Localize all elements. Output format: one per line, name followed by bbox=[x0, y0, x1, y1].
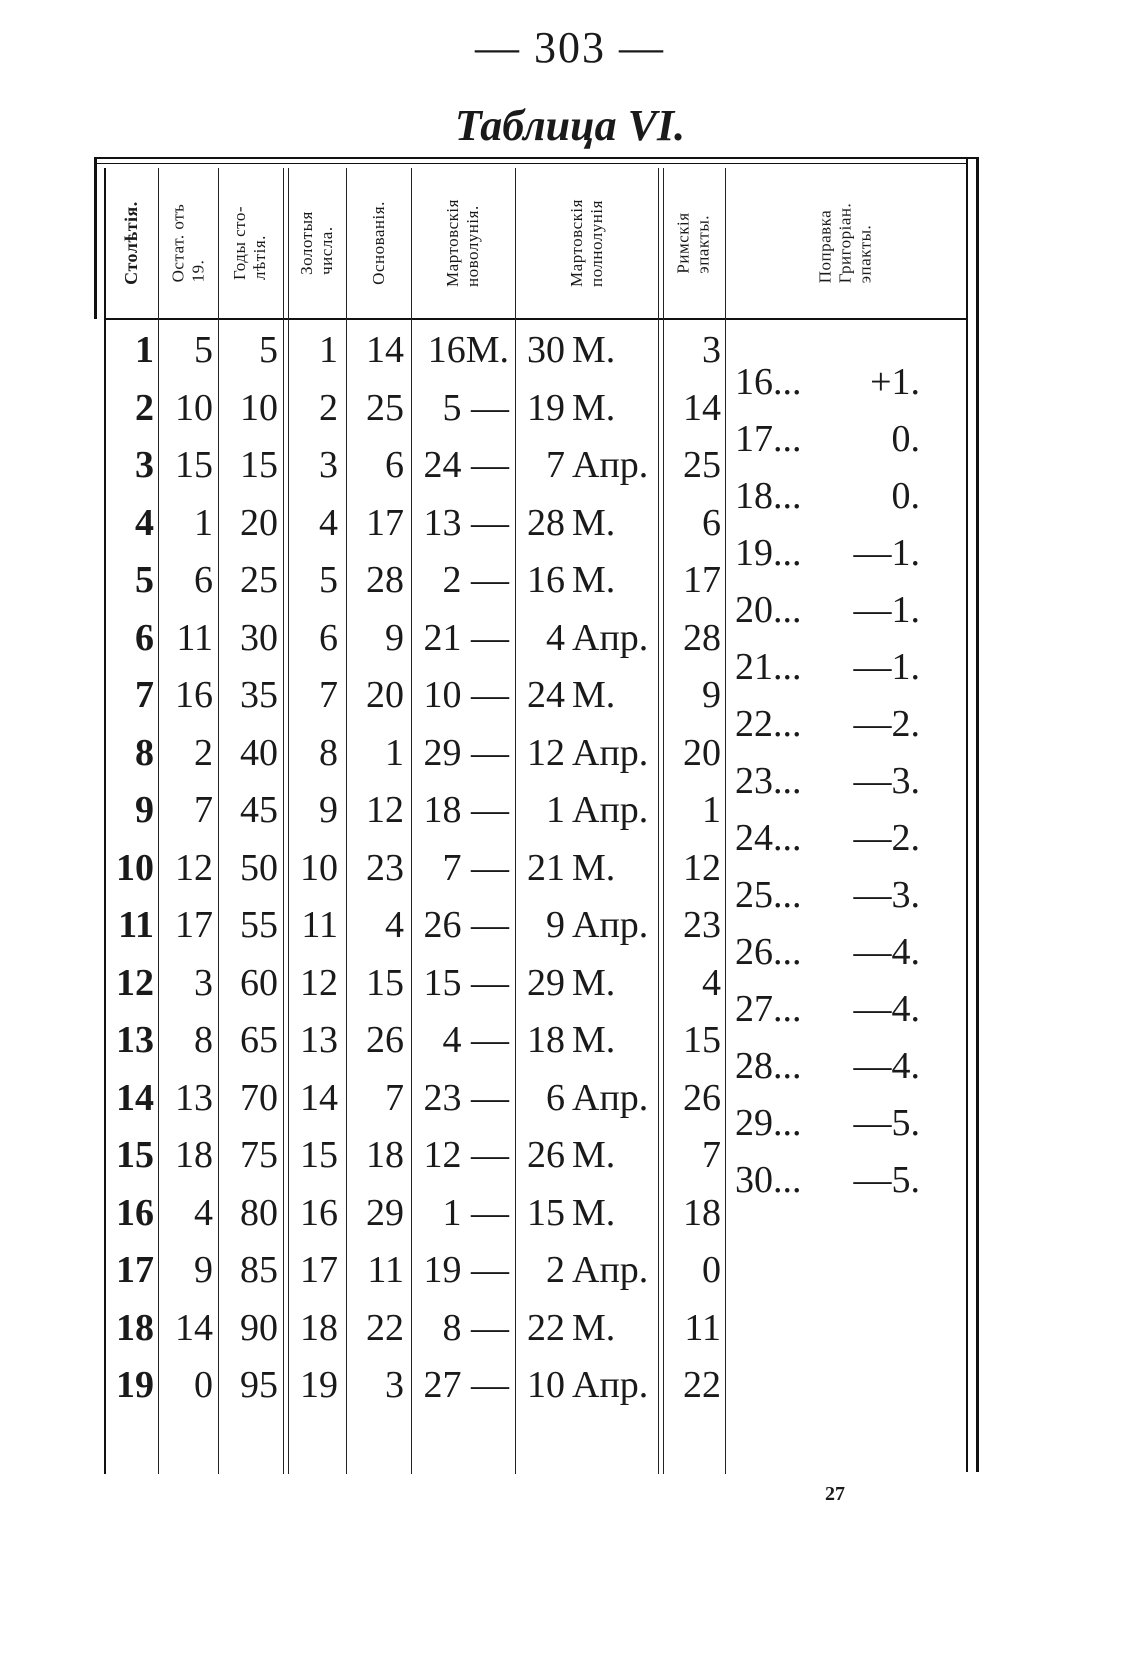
golden-number-cell: 2 bbox=[319, 386, 338, 429]
remainder-cell: 3 bbox=[194, 961, 213, 1004]
correction-item bbox=[735, 580, 920, 640]
full-moon-day-cell: 24 bbox=[527, 674, 565, 716]
century-year-cell: 15 bbox=[240, 444, 278, 486]
golden-number-cell: 4 bbox=[319, 501, 338, 544]
century-year-cell: 50 bbox=[240, 846, 278, 889]
century-cell: 6 bbox=[135, 616, 154, 659]
full-moon-day-cell: 12 bbox=[527, 731, 565, 774]
page-number: — 303 — bbox=[475, 23, 665, 72]
remainder-cell: 15 bbox=[175, 444, 213, 486]
full-moon-day-cell: 30 bbox=[527, 329, 565, 371]
table-row bbox=[0, 1355, 966, 1415]
full-moon-month-cell: Апр. bbox=[572, 1249, 649, 1291]
table-title: Таблица VI. bbox=[454, 101, 686, 150]
century-cell: 11 bbox=[118, 904, 154, 946]
new-moon-cell: 23 — bbox=[423, 1076, 509, 1119]
full-moon-month-cell: Апр. bbox=[572, 731, 649, 774]
base-cell: 29 bbox=[366, 1191, 404, 1234]
full-moon-month-cell: М. bbox=[572, 329, 616, 371]
full-moon-month-cell: М. bbox=[572, 1306, 616, 1349]
century-year-cell: 5 bbox=[259, 329, 278, 371]
epact-cell: 9 bbox=[702, 674, 721, 716]
correction-value: —1. bbox=[853, 589, 920, 631]
full-moon-day-cell: 28 bbox=[527, 501, 565, 544]
full-moon-month-cell: Апр. bbox=[572, 789, 649, 831]
remainder-cell: 4 bbox=[194, 1191, 213, 1234]
full-moon-day-cell: 9 bbox=[546, 904, 565, 946]
century-year-cell: 40 bbox=[240, 731, 278, 774]
header-remainder-label: Остат. отъ 19. bbox=[168, 203, 207, 283]
header-golden-numbers bbox=[288, 168, 346, 318]
full-moon-month-cell: М. bbox=[572, 1134, 616, 1176]
correction-value: —5. bbox=[853, 1102, 920, 1144]
century-year-cell: 30 bbox=[240, 616, 278, 659]
correction-century: 21... bbox=[735, 646, 802, 688]
correction-century: 30... bbox=[735, 1159, 802, 1201]
full-moon-day-cell: 26 bbox=[527, 1134, 565, 1176]
century-year-cell: 55 bbox=[240, 904, 278, 946]
header-century-years-label: Годы сто- лѣтія. bbox=[230, 205, 270, 281]
epact-cell: 26 bbox=[683, 1076, 721, 1119]
base-cell: 3 bbox=[385, 1364, 404, 1406]
century-year-cell: 85 bbox=[240, 1249, 278, 1291]
full-moon-day-cell: 22 bbox=[527, 1306, 565, 1349]
epact-cell: 17 bbox=[683, 559, 721, 601]
century-cell: 19 bbox=[116, 1364, 154, 1406]
base-cell: 12 bbox=[366, 789, 404, 831]
century-cell: 14 bbox=[116, 1076, 154, 1119]
new-moon-cell: 24 — bbox=[423, 444, 509, 486]
correction-value: 0. bbox=[891, 418, 920, 460]
golden-number-cell: 8 bbox=[319, 731, 338, 774]
epact-cell: 22 bbox=[683, 1364, 721, 1406]
full-moon-month-cell: Апр. bbox=[572, 444, 649, 486]
correction-value: —2. bbox=[853, 817, 920, 859]
correction-item bbox=[735, 979, 920, 1039]
century-year-cell: 80 bbox=[240, 1191, 278, 1234]
base-cell: 26 bbox=[366, 1019, 404, 1061]
correction-item bbox=[735, 1150, 920, 1210]
new-moon-cell: 10 — bbox=[423, 674, 509, 716]
new-moon-cell: 27 — bbox=[423, 1364, 509, 1406]
epact-cell: 12 bbox=[683, 846, 721, 889]
new-moon-cell: 5 — bbox=[442, 386, 509, 429]
remainder-cell: 16 bbox=[175, 674, 213, 716]
correction-value: —5. bbox=[853, 1159, 920, 1201]
century-year-cell: 90 bbox=[240, 1306, 278, 1349]
remainder-cell: 1 bbox=[194, 501, 213, 544]
table-row bbox=[0, 1298, 966, 1358]
table-frame-top bbox=[94, 157, 978, 159]
new-moon-cell: 26 — bbox=[423, 904, 509, 946]
century-year-cell: 60 bbox=[240, 961, 278, 1004]
header-march-full-moons bbox=[515, 168, 658, 318]
full-moon-day-cell: 29 bbox=[527, 961, 565, 1004]
table-frame-right-outer bbox=[976, 157, 979, 1472]
century-cell: 7 bbox=[135, 674, 154, 716]
table-frame-left bbox=[94, 157, 97, 319]
epact-cell: 28 bbox=[683, 616, 721, 659]
century-year-cell: 35 bbox=[240, 674, 278, 716]
correction-century: 25... bbox=[735, 874, 802, 916]
base-cell: 25 bbox=[366, 386, 404, 429]
remainder-cell: 17 bbox=[175, 904, 213, 946]
golden-number-cell: 17 bbox=[300, 1249, 338, 1291]
correction-item bbox=[735, 751, 920, 811]
header-roman-epacts bbox=[663, 168, 725, 318]
full-moon-day-cell: 21 bbox=[527, 846, 565, 889]
full-moon-month-cell: М. bbox=[572, 674, 616, 716]
remainder-cell: 14 bbox=[175, 1306, 213, 1349]
new-moon-cell: 13 — bbox=[423, 501, 509, 544]
base-cell: 18 bbox=[366, 1134, 404, 1176]
golden-number-cell: 1 bbox=[319, 329, 338, 371]
golden-number-cell: 10 bbox=[300, 846, 338, 889]
century-cell: 16 bbox=[116, 1191, 154, 1234]
century-year-cell: 45 bbox=[240, 789, 278, 831]
century-year-cell: 65 bbox=[240, 1019, 278, 1061]
new-moon-cell: 21 — bbox=[423, 616, 509, 659]
correction-value: +1. bbox=[870, 361, 920, 403]
table-frame-top-inner bbox=[94, 163, 966, 164]
remainder-cell: 6 bbox=[194, 559, 213, 601]
century-year-cell: 20 bbox=[240, 501, 278, 544]
correction-item bbox=[735, 637, 920, 697]
new-moon-cell: 8 — bbox=[442, 1306, 509, 1349]
epact-cell: 0 bbox=[702, 1249, 721, 1291]
header-bases bbox=[346, 168, 411, 318]
new-moon-cell: 12 — bbox=[423, 1134, 509, 1176]
century-cell: 17 bbox=[116, 1249, 154, 1291]
correction-value: —3. bbox=[853, 874, 920, 916]
full-moon-day-cell: 19 bbox=[527, 386, 565, 429]
century-cell: 9 bbox=[135, 789, 154, 831]
golden-number-cell: 12 bbox=[300, 961, 338, 1004]
remainder-cell: 9 bbox=[194, 1249, 213, 1291]
correction-value: —4. bbox=[853, 988, 920, 1030]
full-moon-month-cell: М. bbox=[572, 386, 616, 429]
base-cell: 15 bbox=[366, 961, 404, 1004]
full-moon-day-cell: 4 bbox=[546, 616, 565, 659]
golden-number-cell: 14 bbox=[300, 1076, 338, 1119]
full-moon-month-cell: М. bbox=[572, 559, 616, 601]
epact-cell: 25 bbox=[683, 444, 721, 486]
full-moon-day-cell: 18 bbox=[527, 1019, 565, 1061]
remainder-cell: 0 bbox=[194, 1364, 213, 1406]
full-moon-month-cell: М. bbox=[572, 961, 616, 1004]
full-moon-day-cell: 15 bbox=[527, 1191, 565, 1234]
golden-number-cell: 5 bbox=[319, 559, 338, 601]
full-moon-month-cell: М. bbox=[572, 846, 616, 889]
century-cell: 12 bbox=[116, 961, 154, 1004]
century-year-cell: 10 bbox=[240, 386, 278, 429]
epact-cell: 3 bbox=[702, 329, 721, 371]
header-roman-epacts-label: Римскія эпакты. bbox=[673, 212, 713, 274]
epact-cell: 18 bbox=[683, 1191, 721, 1234]
new-moon-cell: 15 — bbox=[423, 961, 509, 1004]
base-cell: 1 bbox=[385, 731, 404, 774]
base-cell: 6 bbox=[385, 444, 404, 486]
epact-cell: 20 bbox=[683, 731, 721, 774]
full-moon-month-cell: Апр. bbox=[572, 1076, 649, 1119]
correction-century: 19... bbox=[735, 532, 802, 574]
golden-number-cell: 7 bbox=[319, 674, 338, 716]
epact-cell: 6 bbox=[702, 501, 721, 544]
full-moon-day-cell: 16 bbox=[527, 559, 565, 601]
new-moon-cell: 7 — bbox=[442, 846, 509, 889]
correction-item bbox=[735, 409, 920, 469]
full-moon-day-cell: 1 bbox=[546, 789, 565, 831]
correction-item bbox=[735, 523, 920, 583]
correction-item bbox=[735, 1036, 920, 1096]
golden-number-cell: 19 bbox=[300, 1364, 338, 1406]
epact-cell: 4 bbox=[702, 961, 721, 1004]
header-gregorian-correction-label: Поправка Григоріан. эпакты. bbox=[815, 202, 875, 284]
new-moon-cell: 18 — bbox=[423, 789, 509, 831]
century-cell: 10 bbox=[116, 846, 154, 889]
correction-century: 28... bbox=[735, 1045, 802, 1087]
correction-item bbox=[735, 352, 920, 412]
remainder-cell: 7 bbox=[194, 789, 213, 831]
century-cell: 13 bbox=[116, 1019, 154, 1061]
correction-value: —4. bbox=[853, 1045, 920, 1087]
base-cell: 7 bbox=[385, 1076, 404, 1119]
new-moon-cell: 4 — bbox=[442, 1019, 509, 1061]
century-cell: 15 bbox=[116, 1134, 154, 1176]
correction-value: —3. bbox=[853, 760, 920, 802]
correction-value: 0. bbox=[891, 475, 920, 517]
remainder-cell: 5 bbox=[194, 329, 213, 371]
century-year-cell: 70 bbox=[240, 1076, 278, 1119]
correction-century: 23... bbox=[735, 760, 802, 802]
full-moon-day-cell: 7 bbox=[546, 444, 565, 486]
correction-item bbox=[735, 694, 920, 754]
base-cell: 14 bbox=[366, 329, 404, 371]
remainder-cell: 2 bbox=[194, 731, 213, 774]
header-bases-label: Основанія. bbox=[368, 201, 388, 285]
correction-value: —1. bbox=[853, 532, 920, 574]
remainder-cell: 13 bbox=[175, 1076, 213, 1119]
header-century-years bbox=[218, 168, 283, 318]
golden-number-cell: 13 bbox=[300, 1019, 338, 1061]
base-cell: 11 bbox=[367, 1249, 404, 1291]
epact-cell: 23 bbox=[683, 904, 721, 946]
century-cell: 3 bbox=[135, 444, 154, 486]
correction-value: —2. bbox=[853, 703, 920, 745]
base-cell: 17 bbox=[366, 501, 404, 544]
full-moon-day-cell: 6 bbox=[546, 1076, 565, 1119]
epact-cell: 15 bbox=[683, 1019, 721, 1061]
remainder-cell: 11 bbox=[176, 616, 213, 659]
new-moon-cell: 1 — bbox=[442, 1191, 509, 1234]
correction-century: 16... bbox=[735, 361, 802, 403]
golden-number-cell: 18 bbox=[300, 1306, 338, 1349]
new-moon-cell: 2 — bbox=[442, 559, 509, 601]
epact-cell: 1 bbox=[702, 789, 721, 831]
correction-item bbox=[735, 1093, 920, 1153]
base-cell: 4 bbox=[385, 904, 404, 946]
century-year-cell: 95 bbox=[240, 1364, 278, 1406]
golden-number-cell: 15 bbox=[300, 1134, 338, 1176]
remainder-cell: 12 bbox=[175, 846, 213, 889]
correction-item bbox=[735, 808, 920, 868]
base-cell: 20 bbox=[366, 674, 404, 716]
remainder-cell: 10 bbox=[175, 386, 213, 429]
table-row bbox=[0, 1240, 966, 1300]
full-moon-day-cell: 2 bbox=[546, 1249, 565, 1291]
new-moon-cell: 16М. bbox=[427, 329, 509, 371]
century-year-cell: 75 bbox=[240, 1134, 278, 1176]
epact-cell: 7 bbox=[702, 1134, 721, 1176]
header-march-full-moons-label: Мартовскія полнолунія bbox=[566, 199, 606, 287]
full-moon-month-cell: Апр. bbox=[572, 1364, 649, 1406]
new-moon-cell: 29 — bbox=[423, 731, 509, 774]
correction-century: 24... bbox=[735, 817, 802, 859]
full-moon-month-cell: Апр. bbox=[572, 616, 649, 659]
header-centuries bbox=[104, 168, 158, 318]
new-moon-cell: 19 — bbox=[423, 1249, 509, 1291]
base-cell: 28 bbox=[366, 559, 404, 601]
correction-value: —4. bbox=[853, 931, 920, 973]
correction-century: 26... bbox=[735, 931, 802, 973]
remainder-cell: 8 bbox=[194, 1019, 213, 1061]
golden-number-cell: 9 bbox=[319, 789, 338, 831]
full-moon-month-cell: М. bbox=[572, 1191, 616, 1234]
header-march-new-moons-label: Мартовскія новолунія. bbox=[442, 199, 482, 287]
base-cell: 23 bbox=[366, 846, 404, 889]
correction-item bbox=[735, 466, 920, 526]
century-cell: 4 bbox=[135, 501, 154, 544]
century-cell: 18 bbox=[116, 1306, 154, 1349]
full-moon-month-cell: М. bbox=[572, 1019, 616, 1061]
century-cell: 5 bbox=[135, 559, 154, 601]
century-year-cell: 25 bbox=[240, 559, 278, 601]
full-moon-day-cell: 10 bbox=[527, 1364, 565, 1406]
signature-mark: 27 bbox=[825, 1483, 845, 1505]
header-remainder bbox=[158, 168, 218, 318]
golden-number-cell: 11 bbox=[301, 904, 338, 946]
table-frame-right bbox=[966, 157, 968, 1472]
epact-cell: 11 bbox=[684, 1306, 721, 1349]
header-march-new-moons bbox=[411, 168, 515, 318]
header-golden-numbers-label: Золотыя числа. bbox=[297, 211, 337, 275]
remainder-cell: 18 bbox=[175, 1134, 213, 1176]
correction-item bbox=[735, 865, 920, 925]
century-cell: 2 bbox=[135, 386, 154, 429]
full-moon-month-cell: Апр. bbox=[572, 904, 649, 946]
correction-century: 20... bbox=[735, 589, 802, 631]
correction-century: 17... bbox=[735, 418, 802, 460]
epact-cell: 14 bbox=[683, 386, 721, 429]
header-centuries-label: Столѣтія. bbox=[121, 201, 141, 285]
correction-century: 29... bbox=[735, 1102, 802, 1144]
correction-value: —1. bbox=[853, 646, 920, 688]
base-cell: 9 bbox=[385, 616, 404, 659]
golden-number-cell: 6 bbox=[319, 616, 338, 659]
correction-century: 27... bbox=[735, 988, 802, 1030]
correction-item bbox=[735, 922, 920, 982]
base-cell: 22 bbox=[366, 1306, 404, 1349]
century-cell: 8 bbox=[135, 731, 154, 774]
correction-century: 22... bbox=[735, 703, 802, 745]
golden-number-cell: 3 bbox=[319, 444, 338, 486]
header-gregorian-correction bbox=[725, 168, 966, 318]
golden-number-cell: 16 bbox=[300, 1191, 338, 1234]
correction-century: 18... bbox=[735, 475, 802, 517]
full-moon-month-cell: М. bbox=[572, 501, 616, 544]
century-cell: 1 bbox=[135, 329, 154, 371]
